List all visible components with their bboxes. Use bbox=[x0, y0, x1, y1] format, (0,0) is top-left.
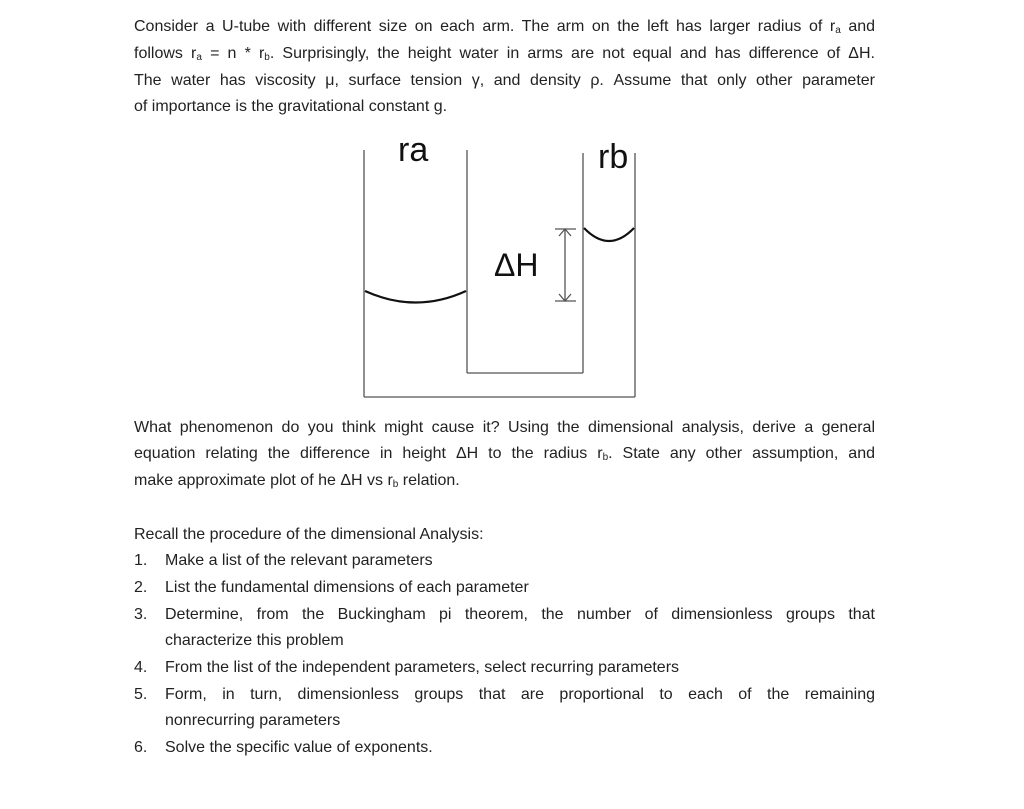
text: . State any other assumption, and bbox=[608, 445, 875, 462]
question-line-3 bbox=[134, 471, 875, 491]
text: Consider a U-tube with different size on each arm. The arm on the left has larger radius of r bbox=[134, 18, 836, 35]
right-meniscus bbox=[584, 228, 634, 241]
text: follows r bbox=[134, 45, 197, 62]
text: make approximate plot of he ΔH vs r bbox=[134, 472, 393, 489]
left-meniscus bbox=[365, 291, 466, 303]
label-delta-h: ΔH bbox=[494, 247, 539, 283]
list-number: 3. bbox=[134, 606, 148, 623]
intro-line-4: of importance is the gravitational constant g. bbox=[134, 98, 448, 115]
subscript: b bbox=[264, 52, 270, 63]
text: equation relating the difference in height ΔH to the radius r bbox=[134, 445, 603, 462]
question-line-2 bbox=[134, 444, 875, 464]
list-item: Solve the specific value of exponents. bbox=[165, 739, 433, 756]
list-number: 1. bbox=[134, 552, 148, 569]
list-item: List the fundamental dimensions of each parameter bbox=[165, 579, 529, 596]
text: = n * r bbox=[201, 45, 265, 62]
text: . Surprisingly, the height water in arms are not equal and has difference of ΔH. bbox=[269, 45, 875, 62]
list-number: 6. bbox=[134, 739, 148, 756]
list-number: 2. bbox=[134, 579, 148, 596]
procedure-heading: Recall the procedure of the dimensional Analysis: bbox=[134, 526, 484, 543]
subscript: b bbox=[602, 452, 609, 463]
text: relation. bbox=[398, 472, 460, 489]
list-item: From the list of the independent parameters, select recurring parameters bbox=[165, 659, 680, 676]
list-number: 5. bbox=[134, 686, 148, 703]
question-line-1: What phenomenon do you think might cause it? Using the dimensional analysis, derive a general bbox=[134, 419, 875, 436]
list-number: 4. bbox=[134, 659, 148, 676]
subscript: a bbox=[196, 52, 202, 63]
label-ra: ra bbox=[398, 131, 429, 169]
text: and bbox=[840, 18, 875, 35]
subscript: a bbox=[835, 25, 841, 36]
list-item: Form, in turn, dimensionless groups that are proportional to each of the remaining bbox=[165, 686, 875, 703]
label-rb: rb bbox=[598, 138, 629, 176]
subscript: b bbox=[392, 479, 399, 490]
list-item-continued: nonrecurring parameters bbox=[165, 712, 341, 729]
list-item: Make a list of the relevant parameters bbox=[165, 552, 433, 569]
intro-line-3: The water has viscosity μ, surface tension γ, and density ρ. Assume that only other parameter bbox=[134, 72, 875, 89]
list-item-continued: characterize this problem bbox=[165, 632, 344, 649]
list-item: Determine, from the Buckingham pi theorem, the number of dimensionless groups that bbox=[165, 606, 875, 623]
